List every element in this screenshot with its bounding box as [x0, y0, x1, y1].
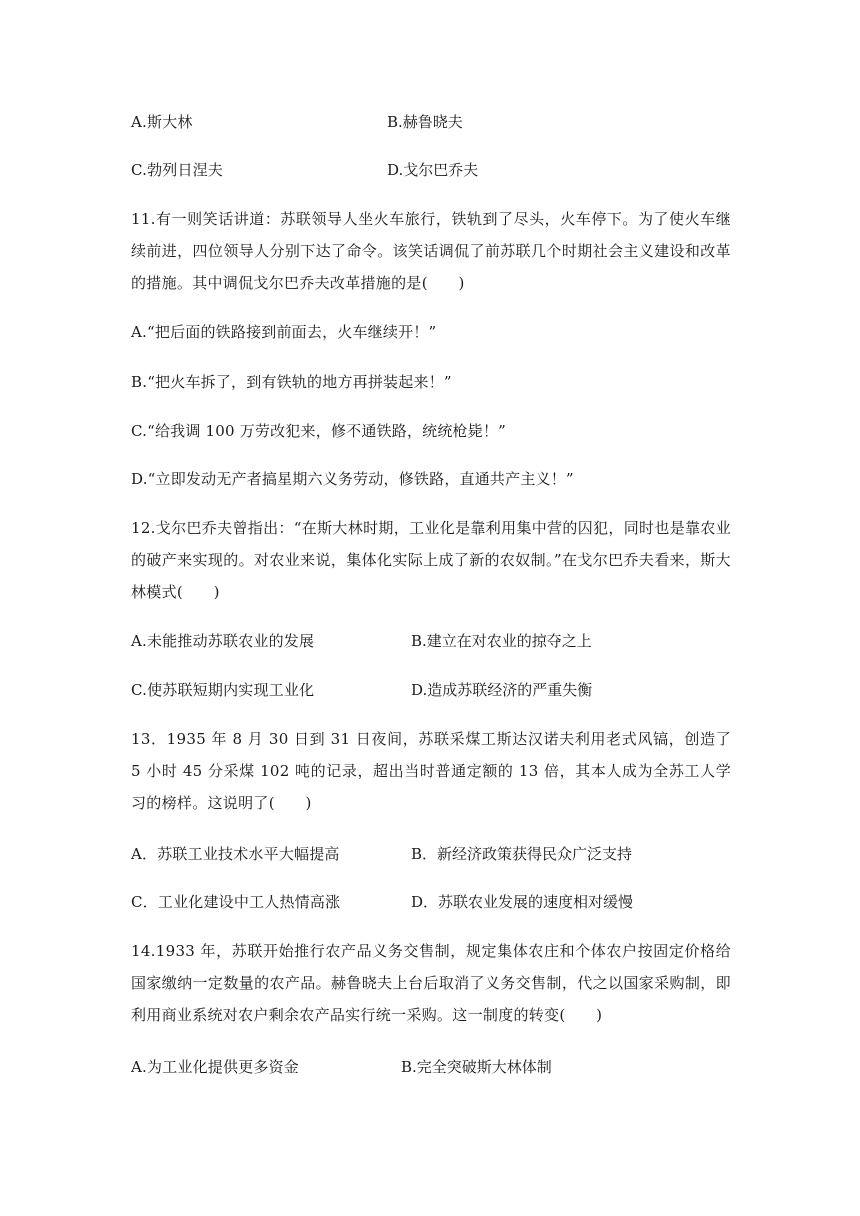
q12-option-d: D.造成苏联经济的严重失衡: [411, 681, 593, 699]
q11-option-c: C.“给我调 100 万劳改犯来，修不通铁路，统统枪毙！”: [131, 422, 507, 440]
q13-stem: 13．1935 年 8 月 30 日到 31 日夜间，苏联采煤工斯达汉诺夫利用老式风镐，创造了 5 小时 45 分采煤 102 吨的记录，超出当时普通定额的 13 倍，其本人成为全苏工人学习的榜样。这说明了( ): [131, 730, 731, 812]
q14-stem: 14.1933 年，苏联开始推行农产品义务交售制，规定集体农庄和个体农户按固定价格给国家缴纳一定数量的农产品。赫鲁晓夫上台后取消了义务交售制，代之以国家采购制，即利用商业系统对农户剩余农产品实行统一采购。这一制度的转变( ): [131, 942, 731, 1024]
q11-option-b: B.“把火车拆了，到有铁轨的地方再拼装起来！”: [131, 373, 452, 391]
q13-option-b: B．新经济政策获得民众广泛支持: [411, 845, 633, 863]
q13-option-c: C．工业化建设中工人热情高涨: [131, 893, 341, 911]
q12-stem: 12.戈尔巴乔夫曾指出：“在斯大林时期，工业化是靠利用集中营的囚犯，同时也是靠农业的破产来实现的。对农业来说，集体化实际上成了新的农奴制。”在戈尔巴乔夫看来，斯大林模式( ): [131, 519, 731, 601]
q11-stem: 11.有一则笑话讲道：苏联领导人坐火车旅行，铁轨到了尽头，火车停下。为了使火车继续前进，四位领导人分别下达了命令。该笑话调侃了前苏联几个时期社会主义建设和改革的措施。其中调侃戈尔巴乔夫改革措施的是( ): [131, 210, 731, 292]
q13-option-d: D．苏联农业发展的速度相对缓慢: [411, 893, 634, 911]
q12-option-c: C.使苏联短期内实现工业化: [131, 681, 315, 699]
q11-option-a: A.“把后面的铁路接到前面去，火车继续开！”: [131, 323, 437, 341]
q10-option-d: D.戈尔巴乔夫: [387, 161, 479, 179]
q10-option-c: C.勃列日涅夫: [131, 161, 224, 179]
q13-option-a: A．苏联工业技术水平大幅提高: [131, 845, 340, 863]
q14-option-b: B.完全突破斯大林体制: [401, 1058, 552, 1076]
q11-option-d: D.“立即发动无产者搞星期六义务劳动，修铁路，直通共产主义！”: [131, 470, 574, 488]
q14-option-a: A.为工业化提供更多资金: [131, 1058, 300, 1076]
q12-option-a: A.未能推动苏联农业的发展: [131, 632, 315, 650]
q10-option-a: A.斯大林: [131, 113, 193, 131]
q12-option-b: B.建立在对农业的掠夺之上: [411, 632, 592, 650]
q10-option-b: B.赫鲁晓夫: [387, 113, 463, 131]
